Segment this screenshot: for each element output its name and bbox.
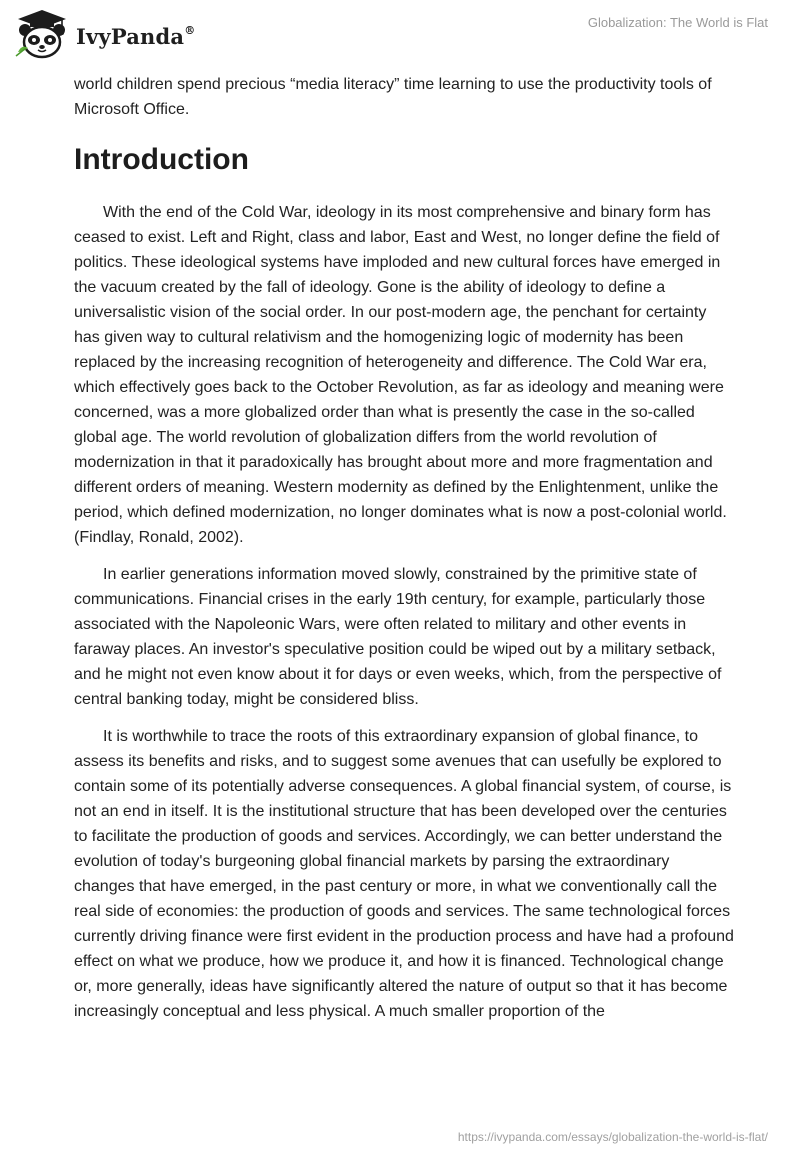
brand-name-text: IvyPanda: [76, 23, 185, 49]
lead-paragraph: world children spend precious “media literacy” time learning to use the productivity tools of Microsoft Office.: [74, 76, 712, 118]
page-header: [0, 0, 800, 70]
body-paragraph-3: It is worthwhile to trace the roots of this extraordinary expansion of global finance, to assess its benefits and risks, and to suggest some avenues that can usefully be explored to contain some of its potentially adverse consequences. A global financial system, of course, is not an end in itself. It is the institutional structure that has been developed over the centuries to facilitate the production of goods and services. Accordingly, we can better understand the evolution of today's burgeoning global financial markets by parsing the extraordinary changes that have emerged, in the past century or more, in what we conventionally call the real side of economies: the production of goods and services. The same technological forces currently driving finance were first evident in the production process and have had a profound effect on what we produce, how we produce it, and how it is financed. Technological change or, more generally, ideas have significantly altered the nature of output so that it has become increasingly conceptual and less physical. A much smaller proportion of the: [74, 728, 734, 1020]
registered-mark: ®: [184, 23, 196, 37]
body-paragraph-1: With the end of the Cold War, ideology in its most comprehensive and binary form has ceased to exist. Left and Right, class and labor, East and West, no longer define the field of politics. These ideological systems have imploded and new cultural forces have emerged in the vacuum created by the fall of ideology. Gone is the ability of ideology to define a universalistic vision of the social order. In our post-modern age, the penchant for certainty has given way to cultural relativism and the homogenizing logic of modernity has been replaced by the increasing recognition of heterogeneity and difference. The Cold War era, which effectively goes back to the October Revolution, as far as ideology and meaning were concerned, was a more globalized order than what is presently the case in the so-called global age. The world revolution of globalization differs from the world revolution of modernization in that it paradoxically has brought about more and more fragmentation and different orders of meaning. Western modernity as defined by the Enlightenment, unlike the period, which defined modernization, no longer dominates what is now a post-colonial world. (Findlay, Ronald, 2002).: [74, 204, 727, 546]
section-heading: Introduction: [74, 143, 249, 176]
article-body: [74, 72, 734, 1024]
ivypanda-logo[interactable]: [14, 8, 195, 62]
document-title: Globalization: The World is Flat: [587, 15, 768, 30]
source-url[interactable]: https://ivypanda.com/essays/globalization-the-world-is-flat/: [457, 1130, 768, 1144]
panda-mascot-icon: [14, 8, 70, 62]
body-paragraph-2: In earlier generations information moved slowly, constrained by the primitive state of communications. Financial crises in the early 19th century, for example, particularly those associated with the Napoleonic Wars, were often related to military and other events in faraway places. An investor's speculative position could be wiped out by a military setback, and he might not even know about it for days or even weeks, which, from the perspective of central banking today, might be considered bliss.: [74, 566, 722, 708]
brand-name: [76, 24, 195, 49]
